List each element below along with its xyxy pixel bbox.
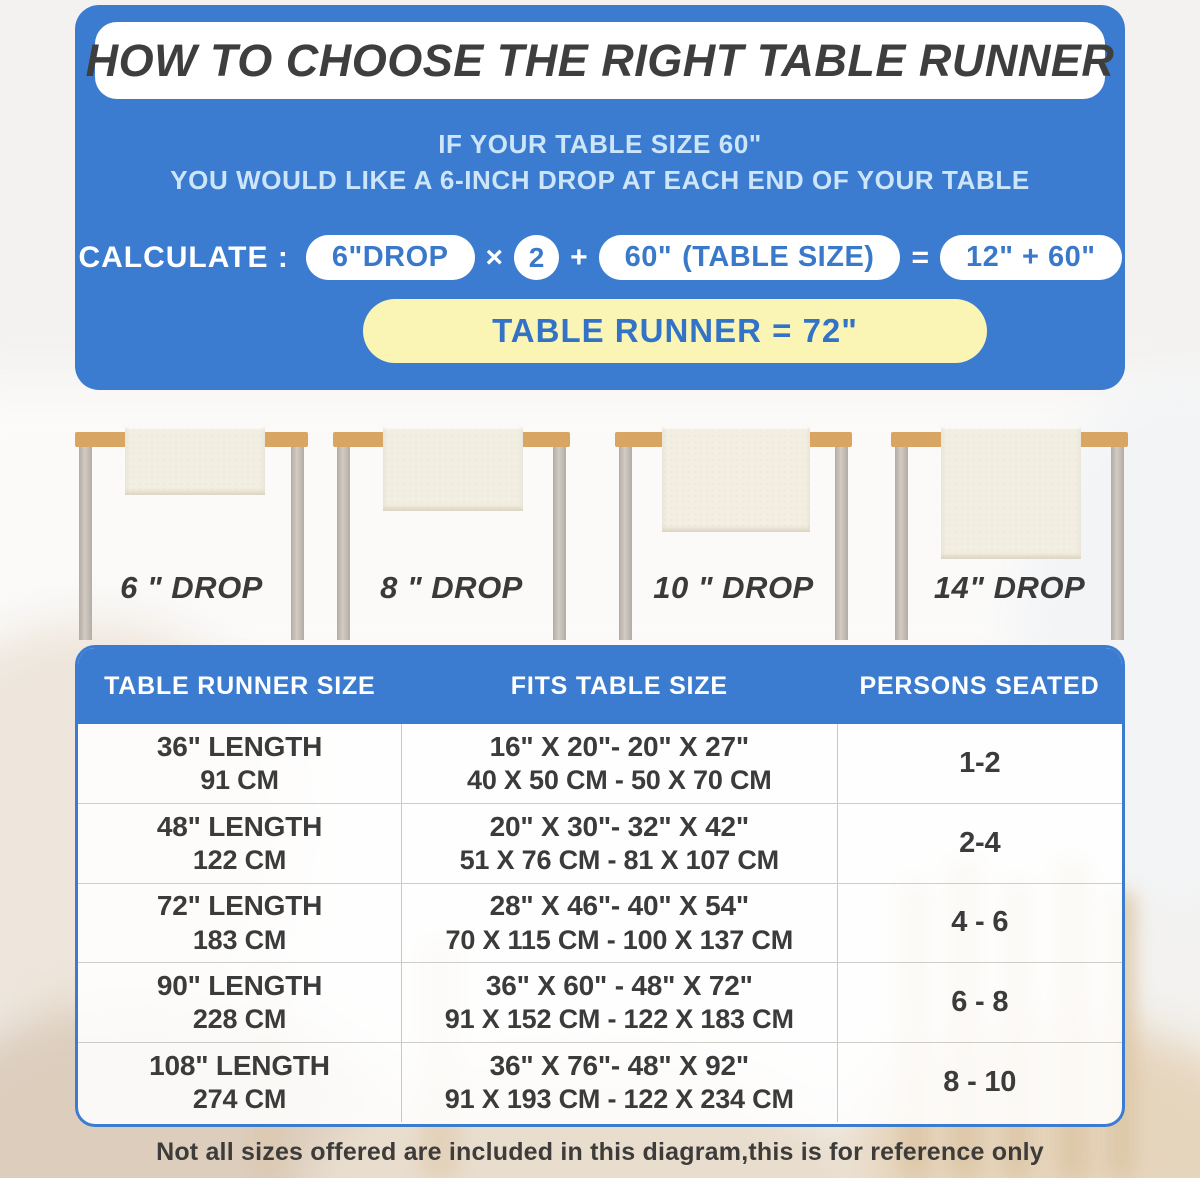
title-banner: [85, 22, 1115, 99]
fits-size-inches: 28" X 46"- 40" X 54": [489, 890, 749, 922]
fits-size-cm: 91 X 152 CM - 122 X 183 CM: [444, 1004, 794, 1035]
fits-size-inches: 36" X 60" - 48" X 72": [485, 970, 753, 1002]
calculate-label: CALCULATE :: [78, 240, 289, 274]
fits-size-inches: 16" X 20"- 20" X 27": [489, 730, 749, 762]
column-header-persons: PERSONS SEATED: [859, 671, 1100, 700]
table-runner-illustration: [662, 427, 810, 532]
result-pill: TABLE RUNNER = 72": [363, 299, 987, 363]
table-row: [78, 883, 1122, 963]
table-runner-illustration: [125, 427, 265, 495]
runner-size-cm: 122 CM: [192, 844, 287, 875]
page-title: HOW TO CHOOSE THE RIGHT TABLE RUNNER: [85, 34, 1115, 86]
runner-size-inches: 72" LENGTH: [156, 890, 323, 922]
persons-cell: [837, 1043, 1122, 1122]
table-row: [78, 803, 1122, 883]
fits-size-cm: 70 X 115 CM - 100 X 137 CM: [445, 924, 794, 955]
persons-seated: 1-2: [959, 746, 1001, 779]
plus-sign: +: [570, 240, 588, 274]
table-leg: [79, 447, 92, 640]
hero-card: [75, 5, 1125, 390]
fits-table-cell: [401, 1043, 837, 1122]
table-size-label: (TABLE SIZE): [682, 241, 875, 273]
runner-size-cell: [78, 884, 401, 963]
fits-size-cm: 51 X 76 CM - 81 X 107 CM: [459, 844, 779, 875]
runner-size-inches: 108" LENGTH: [149, 1050, 330, 1082]
table-runner-illustration: [383, 427, 523, 511]
table-row: [78, 1042, 1122, 1122]
table-leg: [291, 447, 304, 640]
persons-seated: 4 - 6: [951, 906, 1009, 939]
table-leg: [895, 447, 908, 640]
fits-size-cm: 40 X 50 CM - 50 X 70 CM: [467, 765, 772, 795]
fits-size-inches: 20" X 30"- 32" X 42": [489, 810, 749, 842]
runner-size-cm: 274 CM: [192, 1084, 287, 1115]
table-leg: [1111, 447, 1124, 640]
table-size-pill: [599, 235, 901, 280]
runner-size-cell: [78, 804, 401, 883]
table-demo-10in: [615, 420, 852, 640]
fits-table-cell: [401, 804, 837, 883]
table-demo-14in: [891, 420, 1128, 640]
drop-label-8in: 8 " DROP: [380, 570, 523, 605]
runner-size-cell: [78, 963, 401, 1042]
runner-size-inches: 48" LENGTH: [156, 810, 323, 842]
table-row: [78, 724, 1122, 803]
table-demo-8in: [333, 420, 570, 640]
persons-seated: 2-4: [959, 826, 1001, 859]
table-runner-illustration: [941, 427, 1081, 559]
table-size-value: 60": [624, 241, 673, 273]
runner-size-cm: 183 CM: [192, 924, 287, 955]
table-demo-6in: [75, 420, 308, 640]
table-leg: [553, 447, 566, 640]
persons-seated: 6 - 8: [951, 986, 1009, 1019]
subtitle-line-2: YOU WOULD LIKE A 6-INCH DROP AT EACH END OF YOUR TABLE: [170, 165, 1030, 195]
size-chart-header: [78, 648, 1122, 724]
drop-label-6in: 6 " DROP: [120, 570, 263, 605]
size-chart: [75, 645, 1125, 1127]
persons-seated: 8 - 10: [943, 1065, 1017, 1098]
table-leg: [835, 447, 848, 640]
sum-pill: 12" + 60": [940, 235, 1122, 280]
fits-size-inches: 36" X 76"- 48" X 92": [489, 1050, 749, 1082]
persons-cell: [837, 884, 1122, 963]
fits-table-cell: [401, 963, 837, 1042]
drop-pill: 6"DROP: [306, 235, 475, 280]
runner-size-cell: [78, 724, 401, 803]
subtitle-line-1: IF YOUR TABLE SIZE 60": [438, 129, 762, 159]
column-header-runner-size: TABLE RUNNER SIZE: [104, 671, 376, 700]
runner-size-inches: 90" LENGTH: [156, 970, 323, 1002]
multiplier-circle: 2: [514, 235, 559, 280]
equals-sign: =: [911, 240, 929, 274]
drop-label-10in: 10 " DROP: [653, 570, 814, 605]
table-leg: [619, 447, 632, 640]
reference-note: Not all sizes offered are included in this diagram,this is for reference only: [156, 1138, 1044, 1166]
runner-size-inches: 36" LENGTH: [156, 730, 323, 762]
multiply-sign: ×: [485, 240, 504, 274]
persons-cell: [837, 724, 1122, 803]
fits-table-cell: [401, 884, 837, 963]
column-header-fits-table: FITS TABLE SIZE: [510, 671, 728, 700]
runner-size-cm: 91 CM: [200, 765, 279, 795]
table-row: [78, 962, 1122, 1042]
runner-size-cell: [78, 1043, 401, 1122]
runner-size-cm: 228 CM: [192, 1004, 287, 1035]
fits-table-cell: [401, 724, 837, 803]
persons-cell: [837, 963, 1122, 1042]
fits-size-cm: 91 X 193 CM - 122 X 234 CM: [444, 1084, 794, 1115]
drop-label-14in: 14" DROP: [933, 570, 1086, 605]
calculation-row: [75, 234, 1125, 281]
table-leg: [337, 447, 350, 640]
persons-cell: [837, 804, 1122, 883]
size-chart-body: [78, 724, 1122, 1122]
